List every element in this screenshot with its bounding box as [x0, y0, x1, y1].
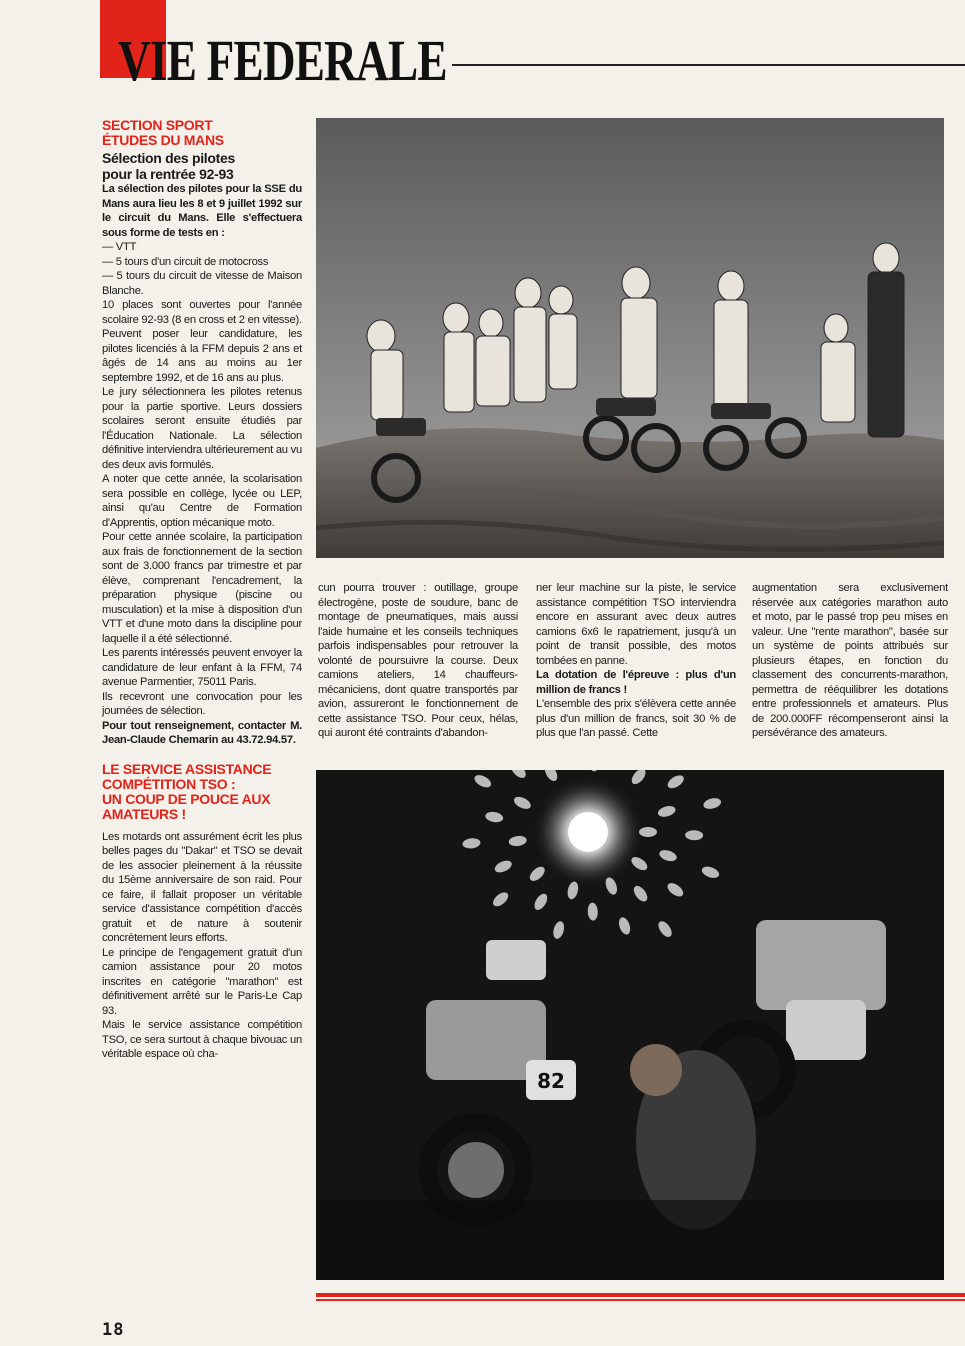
paragraph: cun pourra trouver : outillage, groupe électrogène, poste de soudure, banc de montage de pneumatiques, mais aussi l'aide humaine et les conseils techniques parfois indispensables pour retrouver la volonté de poursuivre la course. Deux camions ateliers, 14 chauffeurs-mécaniciens, dont quatre transportés par avion, assureront le fonctionnement de cette assistance TSO. Pour ceux, hélas, qui auront été contraints d'abandon- [318, 582, 518, 739]
paragraph: 10 places sont ouvertes pour l'année scolaire 92-93 (8 en cross et 2 en vitesse). [102, 299, 302, 326]
paragraph: L'ensemble des prix s'élèvera cette année plus d'un million de francs, soit 30 % de plus que l'an passé. Cette [536, 698, 736, 739]
section2-kicker-line: UN COUP DE POUCE AUX [102, 790, 271, 807]
paragraph: A noter que cette année, la scolarisation sera possible en collège, lycée ou LEP, ainsi qu'au Centre de Formation d'Apprentis, option mécanique moto. [102, 473, 302, 529]
motocross-photo-illustration [316, 118, 944, 558]
list-item: — 5 tours du circuit de vitesse de Maison Blanche. [102, 270, 302, 297]
paragraph: Les motards ont assurément écrit les plus belles pages du "Dakar" et TSO se devait de les associer pleinement à la réussite du 15ème anniversaire de son raid. Pour ce faire, il fallait proposer un véritable service d'assistance compétition d'accès gratuit et de nature à soutenir concrètement leurs efforts. [102, 830, 302, 944]
list-item: — VTT [102, 241, 137, 253]
bike-race-number: 82 [537, 1069, 565, 1093]
section1-headline-line: Sélection des pilotes [102, 150, 235, 166]
section2-kicker-line: COMPÉTITION TSO : [102, 775, 236, 792]
paragraph: augmentation sera exclusivement réservée aux catégories marathon auto et moto, par le passé trop peu mises en valeur. Une "rente marathon", basée sur un système de points attribués sur plusieurs étapes, en fonction du classement des concurrents-marathon, permettra de rééquilibrer les dotations entre professionnels et amateurs. Plus de 200.000FF récompenseront ainsi la persévérance des amateurs. [752, 582, 948, 739]
paragraph: ner leur machine sur la piste, le service assistance compétition TSO interviendra encore en assurant avec deux autres camions 6x6 le rapatriement, jusqu'à un point de transit possible, des motos tombées en panne. [536, 582, 736, 667]
section1-kicker [102, 118, 302, 148]
section1-closing: Pour tout renseignement, contacter M. Jean-Claude Chemarin au 43.72.94.57. [102, 719, 302, 746]
paragraph: Mais le service assistance compétition TSO, ce sera surtout à chaque bivouac un véritable espace où cha- [102, 1019, 302, 1060]
section1-lead: La sélection des pilotes pour la SSE du Mans aura lieu les 8 et 9 juillet 1992 sur le circuit du Mans. Elle s'effectuera sous forme de tests en : [102, 183, 302, 239]
article-column-3 [752, 581, 948, 741]
section2-kicker [102, 762, 302, 822]
paragraph: Pour cette année scolaire, la participation aux frais de fonctionnement de la section sont de 3.000 francs par trimestre et par élève, comprenant l'encadrement, la préparation physique (piscine ou musculation) et la mise à disposition d'un VTT et d'une moto dans la discipline pour laquelle il a été sélectionné. [102, 531, 302, 645]
paragraph: Peuvent poser leur candidature, les pilotes licenciés à la FFM depuis 2 ans et âgés de 14 ans au moins au 1er septembre 1992, et de 16 ans au plus. [102, 328, 302, 384]
dotation-subhead: La dotation de l'épreuve : plus d'un million de francs ! [536, 669, 736, 696]
footer-rule-thin [316, 1299, 965, 1301]
section1-kicker-line: SECTION SPORT [102, 117, 213, 133]
page-title: VIE FEDERALE [118, 28, 447, 93]
paragraph: Les parents intéressés peuvent envoyer la candidature de leur enfant à la FFM, 74 avenue Parmentier, 75011 Paris. [102, 647, 302, 688]
bivouac-night-photo [316, 770, 944, 1280]
paragraph: Le jury sélectionnera les pilotes retenus pour la partie sportive. Leurs dossiers scolaires seront ensuite étudiés par l'Éducation Nationale. La sélection définitive interviendra ultérieurement au vu des deux avis formulés. [102, 386, 302, 471]
paragraph: Ils recevront une convocation pour les journées de sélection. [102, 690, 302, 717]
title-rule [452, 64, 965, 66]
bivouac-photo-illustration [316, 770, 944, 1280]
section1-headline-line: pour la rentrée 92-93 [102, 166, 234, 182]
section1-kicker-line: ÉTUDES DU MANS [102, 132, 224, 148]
list-item: — 5 tours d'un circuit de motocross [102, 255, 269, 268]
article-column-1 [318, 581, 518, 741]
section2-kicker-line: LE SERVICE ASSISTANCE [102, 760, 272, 777]
article-column-2 [536, 581, 736, 741]
section2 [102, 762, 302, 1062]
section1-headline [102, 150, 302, 182]
page-number: 18 [102, 1320, 125, 1340]
motocross-riders-photo [316, 118, 944, 558]
section2-kicker-line: AMATEURS ! [102, 805, 186, 822]
paragraph: Le principe de l'engagement gratuit d'un camion assistance pour 20 motos inscrites en catégorie "marathon" est définitivement arrêté sur le Paris-Le Cap 93. [102, 946, 302, 1017]
left-column [102, 118, 302, 1062]
light-streak [639, 827, 657, 837]
footer-rule [316, 1293, 965, 1297]
